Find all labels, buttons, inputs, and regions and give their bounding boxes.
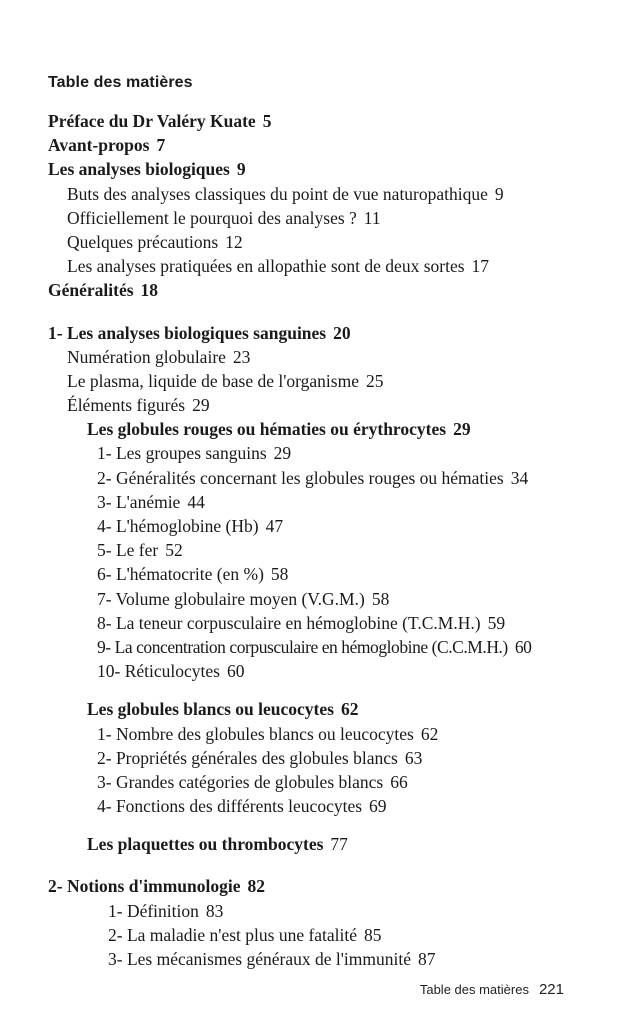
toc-entry-page: 58: [371, 588, 390, 609]
toc-entry-page: 29: [453, 419, 471, 440]
toc-entry: [0, 369, 638, 393]
toc-entry: [0, 466, 638, 490]
toc-entry-page: 60: [226, 661, 245, 682]
toc-entry-title: 2- Notions d'immunologie: [48, 876, 241, 897]
toc-entry-title: 2- La maladie n'est plus une fatalité: [108, 924, 358, 945]
footer-page-number: 221: [538, 981, 564, 998]
footer-label: Table des matières: [419, 982, 529, 997]
toc-entry-page: 34: [510, 467, 529, 488]
toc-entry-title: Buts des analyses classiques du point de vue naturopathique: [67, 183, 488, 204]
toc-entry: [0, 182, 638, 206]
toc-entry-page: 60: [514, 636, 532, 657]
toc-entry: [0, 538, 638, 562]
toc-entry-title: 8- La teneur corpusculaire en hémoglobine (T.C.M.H.): [97, 612, 481, 633]
page-footer: [420, 981, 564, 998]
toc-entry-title: 4- L'hémoglobine (Hb): [97, 516, 259, 536]
toc-entry-title: 1- Nombre des globules blancs ou leucocytes: [97, 723, 414, 744]
toc-entry-page: 5: [262, 111, 272, 131]
toc-entry-title: Les globules blancs ou leucocytes: [87, 699, 334, 720]
toc-entry: [0, 206, 638, 230]
toc-entry: [0, 133, 638, 157]
toc-entry: [0, 722, 638, 746]
toc-entry-title: 10- Réticulocytes: [97, 661, 220, 682]
toc-entry-title: Quelques précautions: [67, 231, 219, 252]
toc-entry: [0, 611, 638, 635]
toc-entry-page: 17: [471, 256, 490, 277]
toc-entry-page: 69: [369, 796, 387, 817]
toc-entry-page: 83: [205, 900, 224, 921]
toc-entry: [0, 562, 638, 586]
toc-entry-page: 47: [265, 516, 284, 536]
toc-entry-title: Généralités: [48, 280, 134, 301]
toc-entry-title: 6- L'hématocrite (en %): [97, 564, 264, 585]
toc-entry-title: Les analyses biologiques: [48, 159, 230, 180]
toc-entry-page: 87: [418, 949, 436, 969]
toc-entry-title: Officiellement le pourquoi des analyses ?: [67, 207, 357, 228]
toc-entry-title: Les analyses pratiquées en allopathie sont de deux sortes: [67, 256, 465, 277]
toc-entry-page: 59: [487, 612, 506, 633]
toc-entry: [0, 635, 638, 659]
toc-entry-page: 58: [270, 564, 289, 585]
toc-entry-title: 2- Généralités concernant les globules rouges ou hématies: [97, 467, 504, 488]
toc-entry-title: Préface du Dr Valéry Kuate: [48, 111, 256, 131]
toc-entry-title: 1- Définition: [108, 900, 199, 921]
page-title: Table des matières: [48, 74, 193, 91]
toc-entry-title: 7- Volume globulaire moyen (V.G.M.): [97, 588, 365, 609]
toc-entry: [0, 441, 638, 465]
toc-entry-page: 18: [140, 280, 159, 301]
toc-entry-title: Numération globulaire: [67, 346, 226, 367]
toc-entry: [0, 587, 638, 611]
toc-entry-page: 62: [340, 699, 359, 720]
toc-entry: [0, 230, 638, 254]
toc-entry: [0, 109, 638, 133]
toc-entry: [0, 345, 638, 369]
toc-entry-page: 9: [236, 159, 246, 180]
toc-entry-title: 3- Les mécanismes généraux de l'immunité: [108, 949, 411, 969]
toc-entry-page: 12: [225, 231, 243, 252]
toc-entry: [0, 659, 638, 683]
toc-entry: [0, 947, 638, 971]
toc-entry-page: 7: [156, 135, 166, 156]
toc-entry: [0, 157, 638, 181]
toc-entry: [0, 393, 638, 417]
toc-entry-page: 44: [187, 491, 205, 512]
toc-entry-title: Les globules rouges ou hématies ou érythrocytes: [87, 419, 447, 440]
toc-entry-page: 29: [192, 395, 210, 416]
toc-entry-title: 3- Grandes catégories de globules blancs: [97, 771, 384, 792]
toc-entry-page: 85: [364, 924, 382, 945]
toc-entry: [0, 254, 638, 278]
toc-entry: [0, 514, 638, 538]
toc-entry-page: 63: [404, 747, 423, 768]
toc-entry-title: 4- Fonctions des différents leucocytes: [97, 796, 363, 817]
toc-entry: [0, 321, 638, 345]
toc-entry: [0, 923, 638, 947]
toc-entry: [0, 278, 638, 302]
toc-entry-page: 23: [232, 346, 251, 367]
toc-entry-title: Avant-propos: [48, 135, 150, 156]
toc-entry-title: 3- L'anémie: [97, 491, 181, 512]
toc-entry-title: Le plasma, liquide de base de l'organisme: [67, 370, 359, 391]
toc-entry: [0, 874, 638, 898]
toc-entry-page: 25: [365, 370, 384, 391]
toc-entry-title: Éléments figurés: [67, 395, 186, 416]
toc-entry-title: 2- Propriétés générales des globules blancs: [97, 747, 398, 768]
toc-entry-page: 11: [363, 207, 381, 228]
toc-entry: [0, 746, 638, 770]
toc-entry-title: 1- Les analyses biologiques sanguines: [48, 322, 327, 343]
toc-entry: [0, 794, 638, 818]
toc-entry-title: Les plaquettes ou thrombocytes: [87, 834, 324, 855]
toc-entry-page: 20: [333, 322, 351, 343]
toc-entry: [0, 417, 638, 441]
toc-entry-title: 5- Le fer: [97, 540, 159, 561]
toc-entry-page: 66: [390, 771, 408, 792]
toc-entry-page: 82: [247, 876, 266, 897]
toc-entry-page: 77: [330, 834, 348, 855]
toc-entry: [0, 697, 638, 721]
table-of-contents: [0, 109, 638, 971]
toc-entry-page: 52: [165, 540, 183, 561]
toc-entry: [0, 832, 638, 856]
toc-entry: [0, 490, 638, 514]
toc-entry: [0, 899, 638, 923]
toc-entry-title: 1- Les groupes sanguins: [97, 443, 267, 464]
toc-entry-title: 9- La concentration corpusculaire en hémoglobine (C.C.M.H.): [97, 636, 508, 657]
toc-entry-page: 9: [494, 183, 504, 204]
toc-entry-page: 62: [420, 723, 439, 744]
toc-entry-page: 29: [273, 443, 292, 464]
toc-entry: [0, 770, 638, 794]
